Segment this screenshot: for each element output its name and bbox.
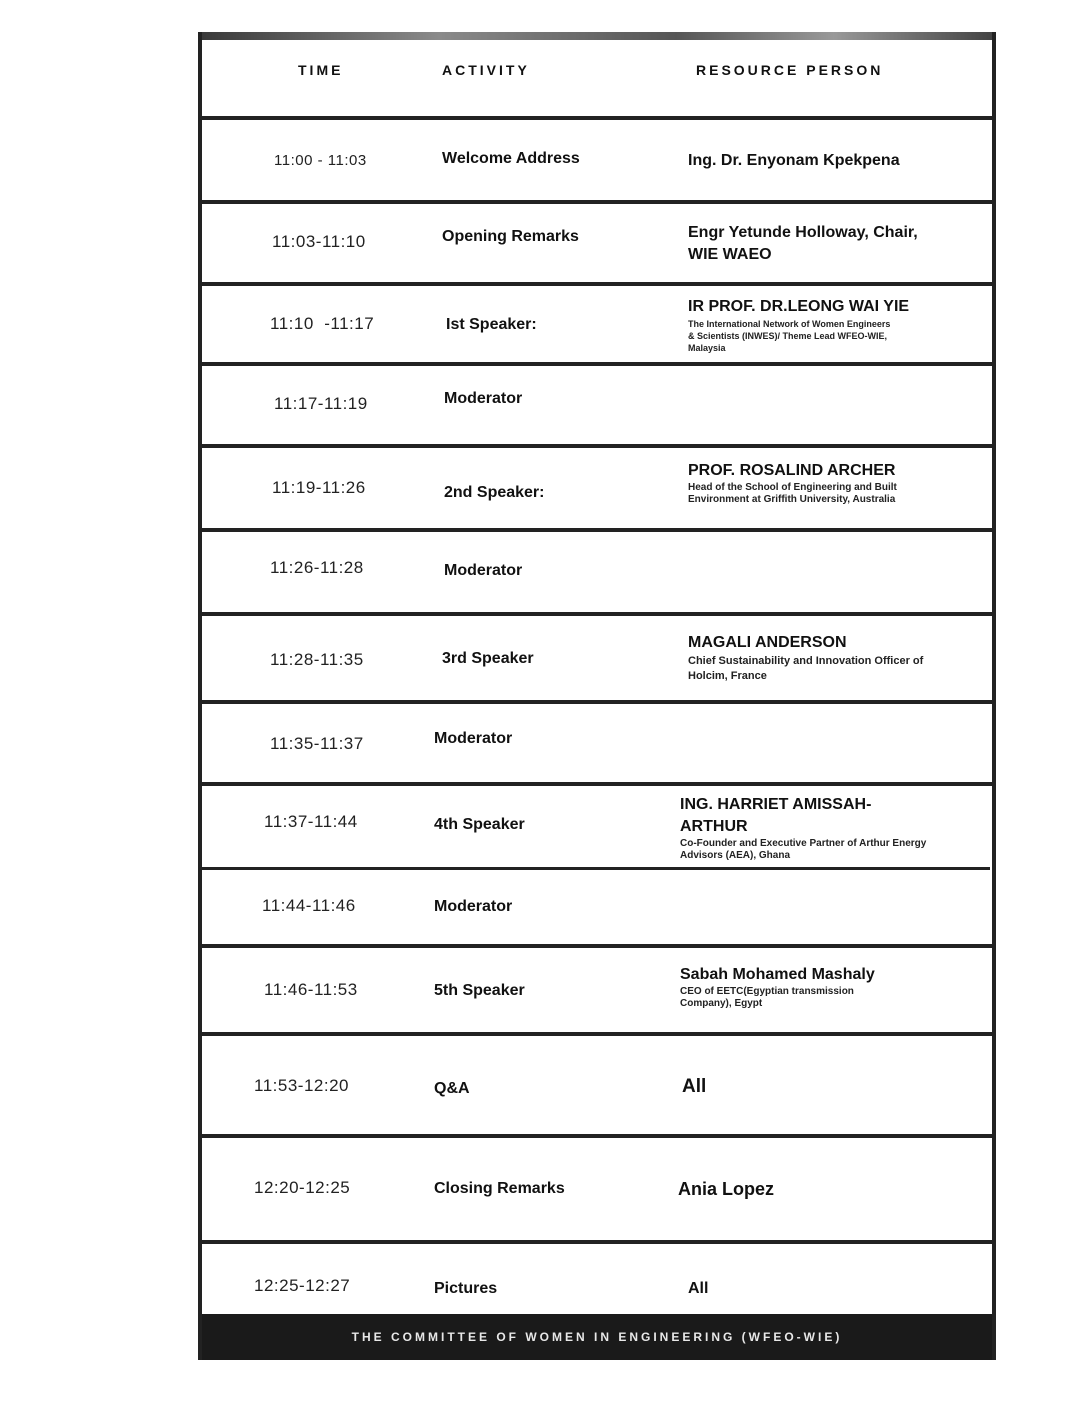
table-row [202,948,992,1036]
row-activity: Opening Remarks [442,228,579,245]
person-name: Sabah Mohamed Mashaly [680,966,875,983]
table-row [202,120,992,204]
row-time: 11:26-11:28 [270,558,364,577]
row-time: 12:20-12:25 [254,1178,351,1197]
row-resource-person [682,1076,962,1098]
header-time: TIME [298,62,344,78]
footer-text: THE COMMITTEE OF WOMEN IN ENGINEERING (WFEO-WIE) [351,1330,843,1344]
person-name: PROF. ROSALIND ARCHER [688,462,896,479]
table-row [202,286,992,366]
table-row [202,870,992,948]
row-time: 11:46-11:53 [264,980,358,999]
header-resource-person: RESOURCE PERSON [696,62,884,78]
row-time: 11:19-11:26 [272,478,366,497]
person-name: All [682,1076,707,1097]
header-activity: ACTIVITY [442,62,530,78]
row-time: 11:44-11:46 [262,896,356,915]
person-name: Engr Yetunde Holloway, Chair, WIE WAEO [688,224,918,263]
row-time: 11:10 -11:17 [270,314,375,333]
table-row [202,704,992,786]
row-time: 12:25-12:27 [254,1276,351,1295]
row-resource-person [680,794,950,862]
person-name: MAGALI ANDERSON [688,634,847,651]
row-time: 11:53-12:20 [254,1076,349,1095]
table-header [202,40,992,120]
table-row [202,366,992,448]
table-row [202,204,992,286]
person-name: All [688,1280,709,1297]
row-activity: Moderator [444,562,523,579]
row-time: 11:00 - 11:03 [274,152,367,169]
row-time: 11:35-11:37 [270,734,364,753]
row-time: 11:37-11:44 [264,812,358,831]
table-row [202,448,992,532]
schedule-table [198,32,996,1360]
row-activity: Moderator [434,898,513,915]
person-description: The International Network of Women Engineers & Scientists (INWES)/ Theme Lead WFEO-WIE, Malaysia [688,319,891,353]
row-resource-person [688,222,938,266]
row-resource-person [688,632,968,684]
row-activity: 3rd Speaker [442,650,534,667]
footer-banner [202,1314,992,1360]
person-name: IR PROF. DR.LEONG WAI YIE [688,298,910,315]
person-description: Co-Founder and Executive Partner of Arthur Energy Advisors (AEA), Ghana [680,838,927,861]
top-decorative-bar [202,32,992,40]
person-description: CEO of EETC(Egyptian transmission Company), Egypt [680,986,854,1009]
row-resource-person [680,964,940,1010]
row-activity: Moderator [434,730,513,747]
table-row [202,786,990,870]
row-activity: Moderator [444,390,523,407]
table-row [202,1244,992,1314]
row-activity: Closing Remarks [434,1180,565,1197]
row-resource-person [688,150,968,172]
row-activity: Pictures [434,1280,498,1297]
person-name: Ania Lopez [678,1179,775,1199]
table-row [202,532,992,616]
person-description: Chief Sustainability and Innovation Officer of Holcim, France [688,655,924,682]
row-activity: Welcome Address [442,150,580,167]
person-name: Ing. Dr. Enyonam Kpekpena [688,152,900,169]
row-resource-person [688,460,968,506]
row-activity: Ist Speaker: [446,316,537,333]
row-activity: Q&A [434,1080,470,1097]
person-name: ING. HARRIET AMISSAH-ARTHUR [680,796,872,835]
row-resource-person [688,296,948,354]
row-activity: 5th Speaker [434,982,525,999]
row-time: 11:17-11:19 [274,394,368,413]
table-row [202,1138,992,1244]
row-resource-person [688,1278,968,1300]
row-activity: 2nd Speaker: [444,484,545,501]
table-row [202,616,992,704]
row-time: 11:03-11:10 [272,232,366,251]
table-row [202,1036,992,1138]
person-description: Head of the School of Engineering and Built Environment at Griffith University, Australia [688,482,897,505]
row-resource-person [678,1178,958,1200]
row-activity: 4th Speaker [434,816,525,833]
row-time: 11:28-11:35 [270,650,364,669]
